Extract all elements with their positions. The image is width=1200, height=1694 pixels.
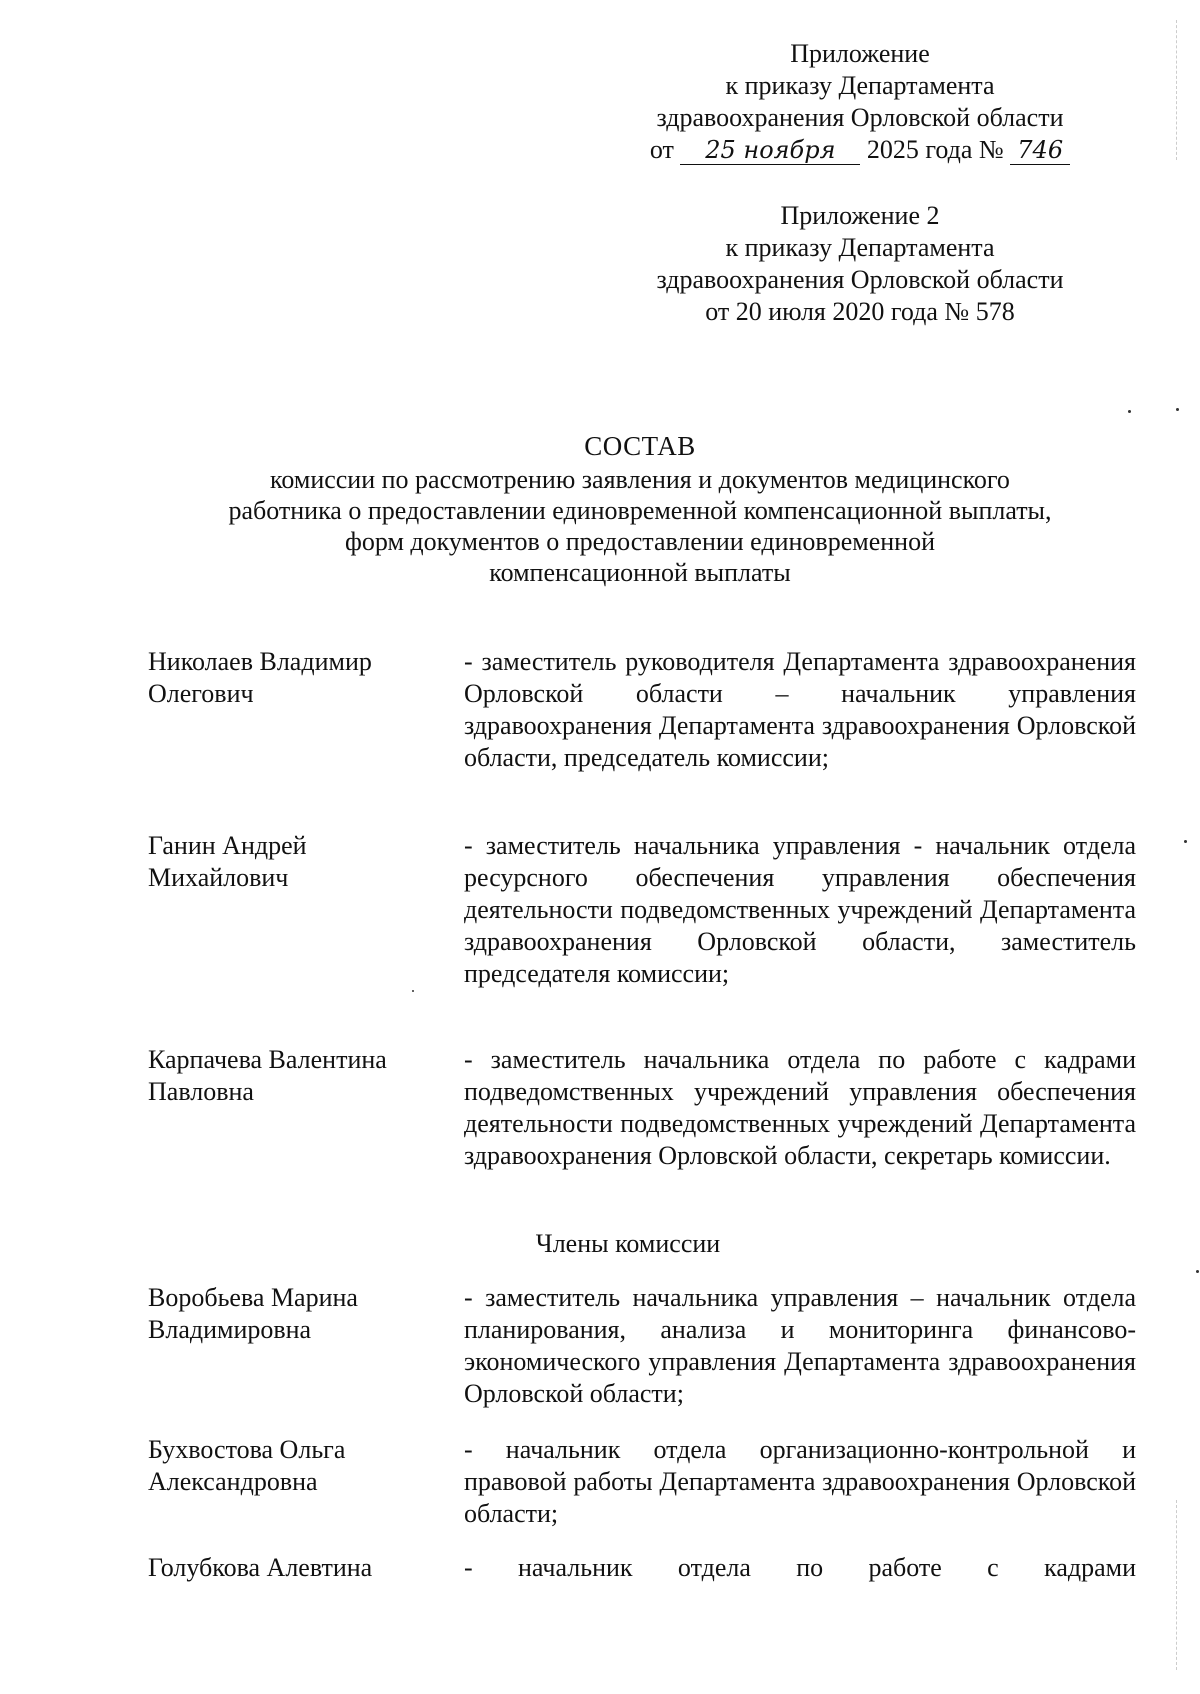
scan-speck [1176,408,1179,411]
title-subline: форм документов о предоставлении единовременной [344,527,935,556]
order-year: 2025 года № [866,135,1004,164]
scan-speck [1128,410,1131,413]
member-position: - заместитель начальника отдела по работе с кадрами подведомственных учреждений управления обеспечения деятельности подведомственных учреждений Департамента здравоохранения Орловской области, секретарь комиссии. [464,1045,1136,1170]
member-position: - заместитель начальника управления - начальник отдела ресурсного обеспечения управления обеспечения деятельности подведомственных учреждений Департамента здравоохранения Орловской области, заместитель председателя комиссии; [464,831,1136,988]
handwritten-date-field [680,136,860,165]
department-name: здравоохранения Орловской области [656,103,1064,132]
scan-edge-mark [1176,20,1178,160]
members-section-title: Члены комиссии [535,1229,721,1258]
member-name: Ганин Андрей Михайлович [148,831,307,892]
handwritten-date: 25 ноября [705,136,836,164]
title-subline: компенсационной выплаты [489,558,791,587]
member-name: Николаев Владимир Олегович [148,647,372,708]
order-reference: к приказу Департамента [725,233,995,262]
member-position: - заместитель руководителя Департамента здравоохранения Орловской области – начальник управления здравоохранения Департамента здравоохранения Орловской области, председатель комиссии; [464,647,1136,772]
handwritten-number-field [1010,136,1070,165]
member-name: Воробьева Марина Владимировна [148,1283,358,1344]
scan-speck [1196,1270,1199,1273]
date-prefix: от [649,135,674,164]
scan-edge-mark [1176,1500,1178,1670]
title-subline: комиссии по рассмотрению заявления и документов медицинского [270,465,1010,494]
department-name: здравоохранения Орловской области [656,265,1064,294]
document-title [160,430,1120,588]
appendix-2-label: Приложение 2 [780,201,940,230]
scan-speck [412,990,414,992]
appendix-header-current [600,38,1120,166]
title-subline: работника о предоставлении единовременной компенсационной выплаты, [228,496,1052,525]
member-name: Голубкова Алевтина [148,1553,373,1582]
order-reference: к приказу Департамента [725,71,995,100]
handwritten-number: 746 [1017,136,1064,164]
member-position: - начальник отдела по работе с кадрами [464,1553,1136,1582]
appendix-header-previous [600,200,1120,328]
original-order-date: от 20 июля 2020 года № 578 [705,297,1015,326]
scan-speck [1184,840,1187,843]
member-name: Карпачева Валентина Павловна [148,1045,387,1106]
title-main: СОСТАВ [584,431,696,461]
member-position: - начальник отдела организационно-контрольной и правовой работы Департамента здравоохранения Орловской области; [464,1435,1136,1528]
member-position: - заместитель начальника управления – начальник отдела планирования, анализа и мониторинга финансово-экономического управления Департамента здравоохранения Орловской области; [464,1283,1136,1408]
member-name: Бухвостова Ольга Александровна [148,1435,346,1496]
appendix-label: Приложение [790,39,930,68]
order-date-line [600,134,1120,166]
